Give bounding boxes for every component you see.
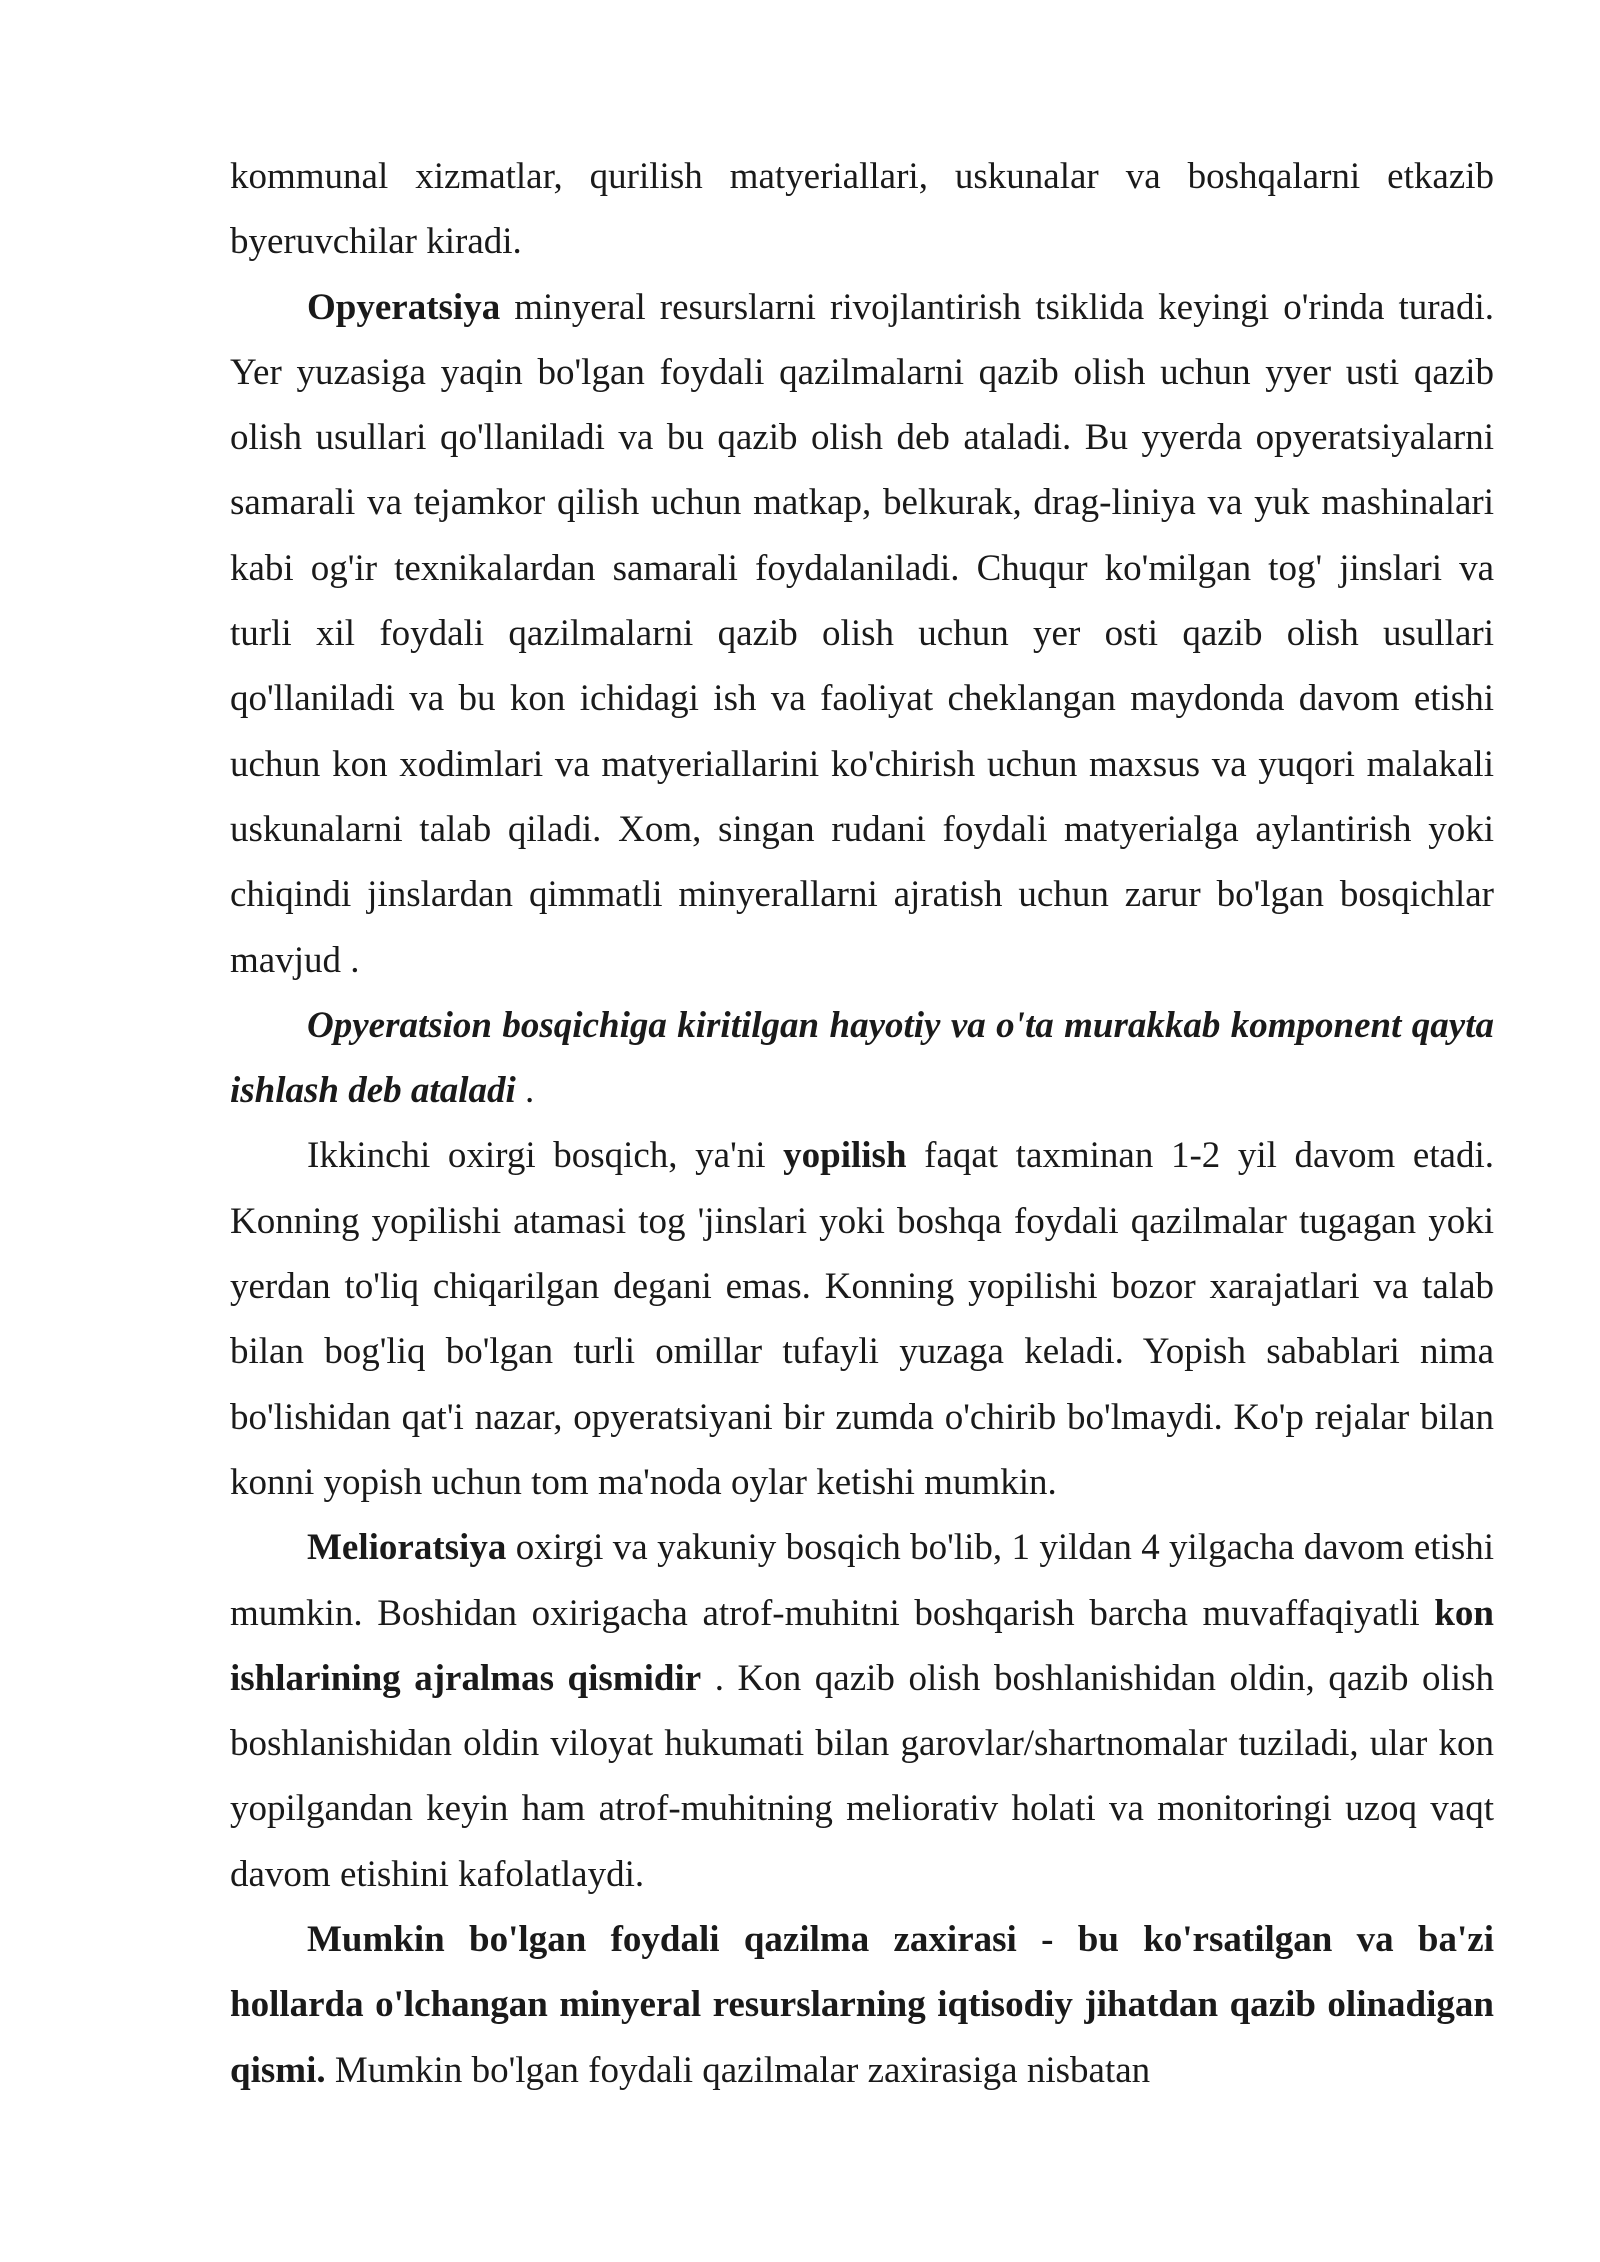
paragraph-melioratsiya-after: . Kon qazib olish boshlanishidan oldin, qazib olish boshlanishidan oldin viloyat hukumati bilan garovlar/shartnomalar tuziladi, ular kon yopilgandan keyin ham atrof-muhitning meliorativ holati va monitoringi uzoq vaqt davom etishini kafolatlaydi. [230,1657,1494,1895]
term-yopilish: yopilish [783,1135,907,1177]
paragraph-opyeratsiya [230,275,1494,993]
phrase-ajralmas-qismidir: kon ishlarining ajralmas qismidir [230,1592,1494,1699]
paragraph-zaxira-after: Mumkin bo'lgan foydali qazilmalar zaxirasiga nisbatan [325,2049,1151,2091]
paragraph-1-text: kommunal xizmatlar, qurilish matyeriallari, uskunalar va boshqalarni etkazib byeruvchilar kiradi. [230,156,1494,263]
term-opyeratsiya: Opyeratsiya [307,286,501,328]
paragraph-qayta-ishlash [230,993,1494,1124]
definition-zaxira: Mumkin bo'lgan foydali qazilma zaxirasi - bu ko'rsatilgan va ba'zi hollarda o'lchangan minyeral resurslarning iqtisodiy jihatdan qazib olinadigan qismi. [230,1919,1494,2091]
paragraph-yopilish-before: Ikkinchi oxirgi bosqich, ya'ni [307,1135,784,1177]
definition-qayta-ishlash: Opyeratsion bosqichiga kiritilgan hayotiy va o'ta murakkab komponent qayta ishlash deb ataladi [230,1004,1494,1112]
paragraph-1 [230,144,1494,275]
paragraph-melioratsiya [230,1515,1494,1907]
paragraph-yopilish [230,1123,1494,1515]
paragraph-opyeratsiya-text: minyeral resurslarni rivojlantirish tsiklida keyingi o'rinda turadi. Yer yuzasiga yaqin bo'lgan foydali qazilmalarni qazib olish uchun yyer usti qazib olish usullari qo'llaniladi va bu qazib olish deb ataladi. Bu yyerda opyeratsiyalarni samarali va tejamkor qilish uchun matkap, belkurak, drag-liniya va yuk mashinalari kabi og'ir texnikalardan samarali foydalaniladi. Chuqur ko'milgan tog' jinslari va turli xil foydali qazilmalarni qazib olish uchun yer osti qazib olish usullari qo'llaniladi va bu kon ichidagi ish va faoliyat cheklangan maydonda davom etishi uchun kon xodimlari va matyeriallarini ko'chirish uchun maxsus va yuqori malakali uskunalarni talab qiladi. Xom, singan rudani foydali matyerialga aylantirish yoki chiqindi jinslardan qimmatli minyerallarni ajratish uchun zarur bo'lgan bosqichlar mavjud . [230,286,1494,981]
paragraph-qayta-ishlash-tail: . [515,1070,535,1112]
paragraph-yopilish-after: faqat taxminan 1-2 yil davom etadi. Konning yopilishi atamasi tog 'jinslari yoki boshqa foydali qazilmalar tugagan yoki yerdan to'liq chiqarilgan degani emas. Konning yopilishi bozor xarajatlari va talab bilan bog'liq bo'lgan turli omillar tufayli yuzaga keladi. Yopish sabablari nima bo'lishidan qat'i nazar, opyeratsiyani bir zumda o'chirib bo'lmaydi. Ko'p rejalar bilan konni yopish uchun tom ma'noda oylar ketishi mumkin. [230,1135,1494,1503]
term-melioratsiya: Melioratsiya [307,1527,507,1569]
paragraph-zaxira [230,1907,1494,2103]
paragraph-melioratsiya-middle: oxirgi va yakuniy bosqich bo'lib, 1 yildan 4 yilgacha davom etishi mumkin. Boshidan oxirigacha atrof-muhitni boshqarish barcha muvaffaqiyatli [230,1527,1494,1634]
document-body [230,144,1494,2103]
